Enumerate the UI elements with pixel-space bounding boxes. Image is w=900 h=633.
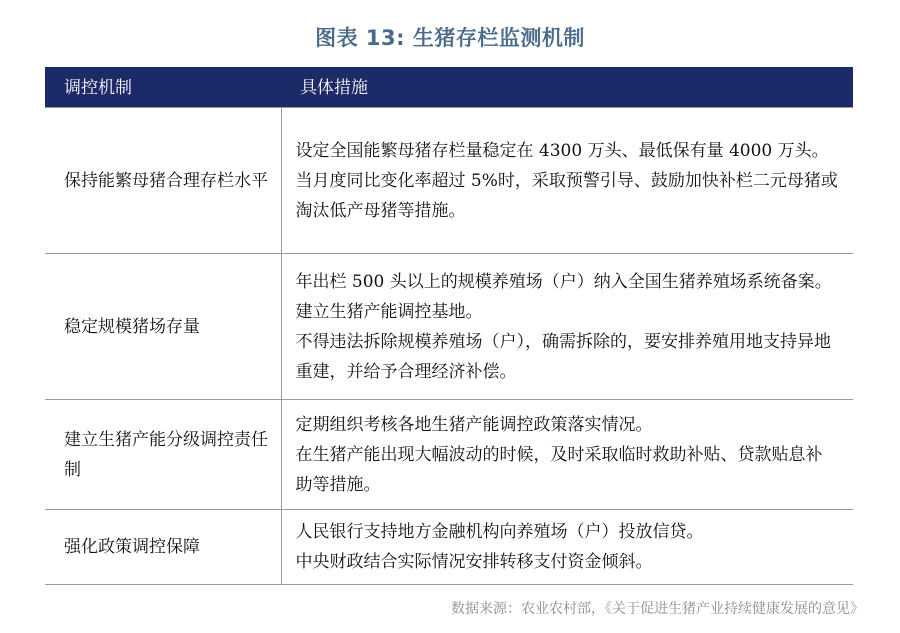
measures-cell	[281, 254, 853, 400]
measure-item: 当月度同比变化率超过 5%时，采取预警引导、鼓励加快补栏二元母猪或淘汰低产母猪等措施。	[295, 170, 838, 221]
measures-cell	[281, 510, 853, 585]
source-note: 数据来源：农业农村部，《关于促进生猪产业持续健康发展的意见》	[451, 601, 864, 617]
mechanism-cell: 强化政策调控保障	[45, 510, 281, 585]
measure-item: 设定全国能繁母猪存栏量稳定在 4300 万头、最低保有量 4000 万头。	[295, 140, 829, 161]
header-measures: 具体措施	[281, 68, 853, 108]
measure-item: 定期组织考核各地生猪产能调控政策落实情况。	[295, 414, 653, 435]
table-row	[45, 254, 853, 400]
table-row	[45, 108, 853, 254]
measure-item: 年出栏 500 头以上的规模养殖场（户）纳入全国生猪养殖场系统备案。建立生猪产能调控基地。	[295, 271, 832, 322]
measures-cell	[281, 400, 853, 510]
measures-cell	[281, 108, 853, 254]
mechanism-cell: 建立生猪产能分级调控责任制	[45, 400, 281, 510]
measure-item: 不得违法拆除规模养殖场（户），确需拆除的，要安排养殖用地支持异地重建，并给予合理经济补偿。	[295, 331, 831, 382]
table-header-row	[45, 68, 853, 108]
header-mechanism: 调控机制	[45, 68, 281, 108]
measure-item: 中央财政结合实际情况安排转移支付资金倾斜。	[295, 552, 653, 572]
measure-item: 在生猪产能出现大幅波动的时候，及时采取临时救助补贴、贷款贴息补助等措施。	[295, 444, 823, 495]
figure-title: 图表 13: 生猪存栏监测机制	[315, 26, 585, 50]
policy-table	[45, 67, 853, 585]
table-row	[45, 510, 853, 585]
measure-item: 人民银行支持地方金融机构向养殖场（户）投放信贷。	[295, 522, 704, 542]
table-row	[45, 400, 853, 510]
mechanism-cell: 保持能繁母猪合理存栏水平	[45, 108, 281, 254]
mechanism-cell: 稳定规模猪场存量	[45, 254, 281, 400]
